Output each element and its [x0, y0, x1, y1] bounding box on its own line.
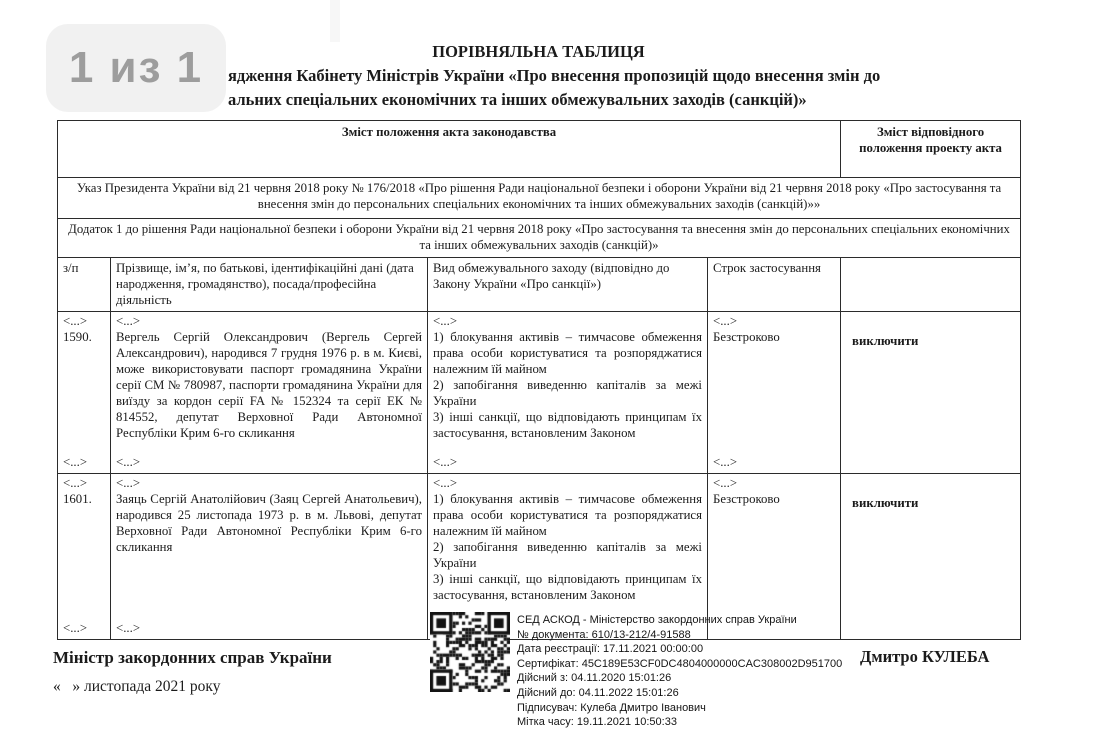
ellipsis-mark: <...> — [116, 454, 141, 469]
document-subtitle-line1: ядження Кабінету Міністрів України «Про внесення пропозицій щодо внесення змін до — [228, 66, 881, 85]
row1-decision-cell — [841, 311, 1021, 473]
row1-term: Безстроково — [713, 329, 780, 344]
row1-measure-3: 3) інші санкції, що відповідають принципам їх застосування, встановленим Законом — [433, 409, 702, 440]
stamp-line-system: СЕД АСКОД - Міністерство закордонних справ України — [517, 614, 797, 626]
ellipsis-mark: <...> — [63, 620, 88, 635]
row1-person-text: Вергель Сергій Олександрович (Вергель Сергей Александрович), народився 7 грудня 1976 р. в м. Києві, може використовувати паспорт громадянина України серії СМ № 780987, паспорти громадянина України для виїзду за кордон серії FA № 152324 та серії ЕК № 814552, депутат Верховної Ради Автономної Республіки Крим 6-го скликання — [116, 329, 422, 440]
row1-number: 1590. — [63, 329, 92, 344]
signer-name: Дмитро КУЛЕБА — [860, 647, 990, 666]
page-indicator-badge — [46, 24, 226, 112]
ellipsis-mark: <...> — [63, 454, 88, 469]
stamp-line-signer: Підписувач: Кулеба Дмитро Іванович — [517, 701, 706, 714]
row1-measure-2: 2) запобігання виведенню капіталів за межі України — [433, 377, 702, 408]
table-row — [58, 311, 1021, 473]
signature-date-line: « » листопада 2021 року — [53, 678, 221, 695]
row2-term: Безстроково — [713, 491, 780, 506]
column-header-row — [58, 257, 1021, 311]
row1-decision: виключити — [852, 333, 919, 348]
ellipsis-mark: <...> — [433, 313, 458, 328]
stamp-line-regdate: Дата реєстрації: 17.11.2021 00:00:00 — [517, 643, 704, 656]
annex-title-row — [58, 219, 1021, 258]
row2-person-cell — [111, 473, 428, 639]
col-header-measure: Вид обмежувального заходу (відповідно до Закону України «Про санкції») — [428, 257, 708, 311]
row2-measure-3: 3) інші санкції, що відповідають принципам їх застосування, встановленим Законом — [433, 571, 702, 602]
row1-measure-1: 1) блокування активів – тимчасове обмеження права особи користуватися та розпоряджатися належним їй майном — [433, 329, 702, 376]
col-header-person: Прізвище, ім’я, по батькові, ідентифікаційні дані (дата народження, громадянство), посада/професійна діяльність — [111, 257, 428, 311]
act-title-cell: Указ Президента України від 21 червня 2018 року № 176/2018 «Про рішення Ради національної безпеки і оборони України від 21 червня 2018 року «Про застосування та внесення змін до персональних спеціальних економічних та інших обмежувальних заходів (санкцій)»» — [58, 178, 1021, 219]
ellipsis-mark: <...> — [713, 475, 738, 490]
stamp-text — [517, 612, 842, 730]
col-header-index: з/п — [58, 257, 111, 311]
stamp-line-validto: Дійсний до: 04.11.2022 15:01:26 — [517, 686, 679, 699]
row2-decision-cell — [841, 473, 1021, 639]
scan-artifact — [330, 0, 340, 42]
ellipsis-mark: <...> — [433, 454, 458, 469]
document-subtitle-line2: альних спеціальних економічних та інших обмежувальних заходів (санкцій)» — [228, 90, 807, 109]
ellipsis-mark: <...> — [713, 313, 738, 328]
stamp-line-validfrom: Дійсний з: 04.11.2020 15:01:26 — [517, 672, 672, 685]
col-header-empty — [841, 257, 1021, 311]
row2-number: 1601. — [63, 491, 92, 506]
ellipsis-mark: <...> — [63, 313, 88, 328]
row1-index-cell — [58, 311, 111, 473]
row2-measure-1: 1) блокування активів – тимчасове обмеження права особи користуватися та розпоряджатися належним їй майном — [433, 491, 702, 538]
header-cell-project: Зміст відповідного положення проекту акта — [841, 121, 1021, 178]
ellipsis-mark: <...> — [116, 475, 141, 490]
act-title-row — [58, 178, 1021, 219]
stamp-line-timestamp: Мітка часу: 19.11.2021 10:50:33 — [517, 716, 677, 729]
ellipsis-mark: <...> — [116, 313, 141, 328]
minister-title: Міністр закордонних справ України — [53, 648, 332, 667]
table-header-row — [58, 121, 1021, 178]
row2-decision: виключити — [852, 495, 919, 510]
qr-code-icon — [430, 612, 510, 692]
stamp-line-docnumber: № документа: 610/13-212/4-91588 — [517, 628, 691, 641]
document-title: ПОРІВНЯЛЬНА ТАБЛИЦЯ — [432, 42, 645, 61]
comparison-table — [57, 120, 1021, 640]
ellipsis-mark: <...> — [433, 475, 458, 490]
stamp-line-certificate: Сертифікат: 45C189E53CF0DC4804000000CAC308002D951700 — [517, 657, 843, 670]
header-cell-legislation: Зміст положення акта законодавства — [58, 121, 841, 178]
col-header-term: Строк застосування — [708, 257, 841, 311]
ellipsis-mark: <...> — [116, 620, 141, 635]
ellipsis-mark: <...> — [713, 454, 738, 469]
ellipsis-mark: <...> — [63, 475, 88, 490]
row1-person-cell — [111, 311, 428, 473]
esignature-stamp — [430, 612, 842, 730]
annex-title-cell: Додаток 1 до рішення Ради національної безпеки і оборони України від 21 червня 2018 року «Про застосування та внесення змін до персональних спеціальних економічних та інших обмежувальних заходів (санкцій)» — [58, 219, 1021, 258]
row2-measure-2: 2) запобігання виведенню капіталів за межі України — [433, 539, 702, 570]
row2-person-text: Заяць Сергій Анатолійович (Заяц Сергей Анатольевич), народився 25 листопада 1973 р. в м. Львові, депутат Верховної Ради Автономної Республіки Крим 6-го скликання — [116, 491, 422, 554]
row1-measure-cell — [428, 311, 708, 473]
page-indicator-label: 1 из 1 — [68, 43, 204, 92]
row1-term-cell — [708, 311, 841, 473]
row2-index-cell — [58, 473, 111, 639]
